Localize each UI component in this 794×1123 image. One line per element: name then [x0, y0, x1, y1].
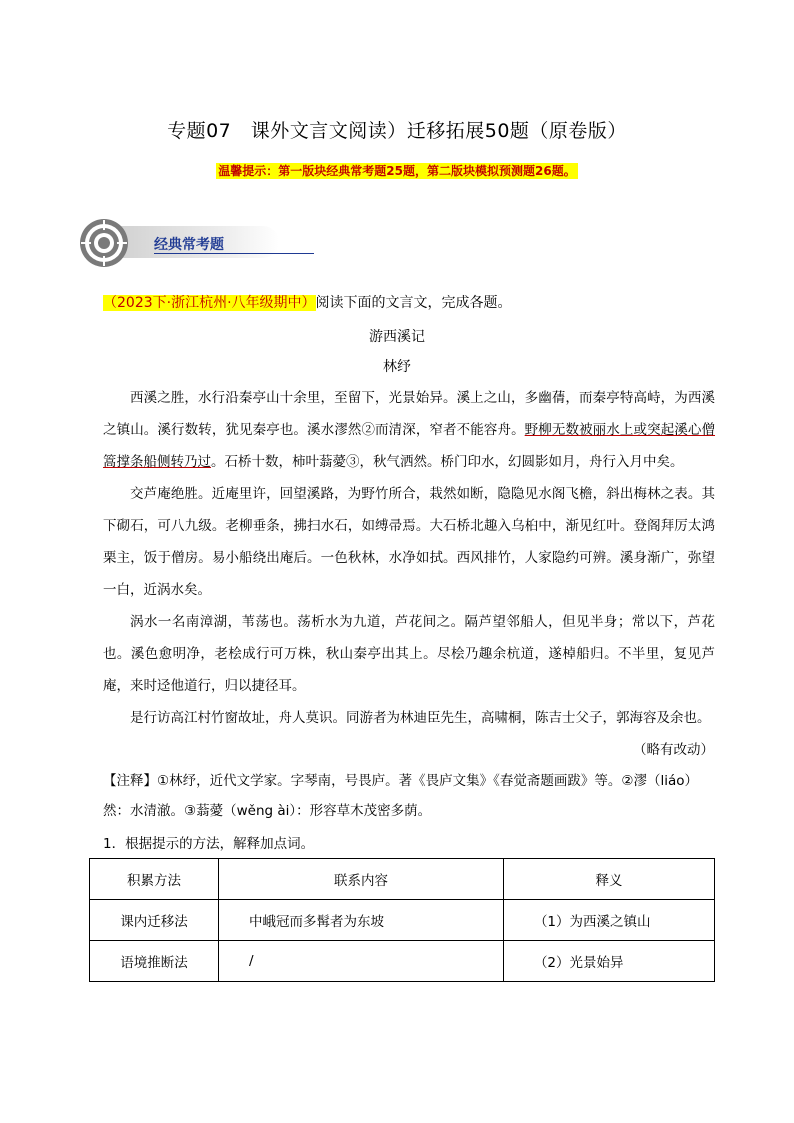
passage-author: 林纾	[383, 359, 411, 375]
paragraph-1-text-a: 西溪之胜，水行沿秦亭山十余里，至留下，光景始异。溪上之山，多幽蒨，而秦亭特高峙，为西溪之镇山。溪行数转，犹见秦亭也。溪水漻然②而清深，窄者不能容舟。	[103, 390, 715, 438]
passage-paragraph-3: 涡水一名南漳湖，苇荡也。荡析水为九道，芦花间之。隔芦望邻船人，但见半身；常以下，芦花也。溪色愈明净，老桧成行可万株，秋山秦亭出其上。尽桧乃趣余杭道，遂棹船归。不半里，复见芦庵，来时迳他道行，归以捷径耳。	[103, 614, 715, 694]
question-source: （2023下·浙江杭州·八年级期中）	[103, 295, 316, 311]
table-cell: /	[219, 941, 504, 982]
table-header: 释义	[503, 859, 714, 900]
passage-title: 游西溪记	[369, 329, 425, 345]
question-intro	[103, 292, 512, 312]
target-icon	[79, 218, 129, 268]
question-instruction: 阅读下面的文言文，完成各题。	[315, 295, 512, 311]
annotations	[103, 766, 715, 826]
page-title: 专题07 课外文言文阅读）迁移拓展50题（原卷版）	[167, 120, 627, 142]
table-cell: 中峨冠而多髯者为东坡	[219, 900, 504, 941]
table-cell: 课内迁移法	[90, 900, 219, 941]
section-title: 经典常考题	[154, 237, 224, 253]
section-header	[79, 218, 409, 270]
table-cell: （2）光景始异	[503, 941, 714, 982]
paragraph-1-text-b: 。石桥十数，柿叶蓊薆③，秋气洒然。桥门印水，幻圆影如月，舟行入月中矣。	[211, 454, 684, 470]
method-table	[89, 858, 715, 982]
annotations-text: ①林纾，近代文学家。字琴南，号畏庐。著《畏庐文集》《春觉斋题画跋》等。②漻（liáo）然：水清澈。③蓊薆（wěng ài）：形容草木茂密多荫。	[103, 773, 698, 819]
modification-note: （略有改动）	[633, 742, 714, 758]
reminder-text: 温馨提示：第一版块经典常考题25题，第二版块模拟预测题26题。	[218, 164, 576, 178]
table-row	[90, 941, 715, 982]
underlined-sentence: 野柳无数被丽水上或突起溪心僧篙撑条船侧转乃过	[103, 422, 716, 470]
passage-paragraph-4: 是行访高江村竹窗故址，舟人莫识。同游者为林迪臣先生，高啸桐，陈吉士父子，郭海容及余也。	[130, 710, 711, 726]
section-underline	[154, 253, 314, 254]
table-cell: 语境推断法	[90, 941, 219, 982]
table-cell: （1）为西溪之镇山	[503, 900, 714, 941]
table-header: 联系内容	[219, 859, 504, 900]
passage-paragraph-1	[103, 382, 715, 478]
annotations-label: 【注释】	[103, 773, 157, 789]
table-header-row	[90, 859, 715, 900]
table-header: 积累方法	[90, 859, 219, 900]
question-1-text: 1．根据提示的方法，解释加点词。	[103, 836, 315, 852]
passage-paragraph-2: 交芦庵绝胜。近庵里许，回望溪路，为野竹所合，栽然如断，隐隐见水阁飞檐，斜出梅林之表。其下砌石，可八九级。老柳垂条，拂扫水石，如缚帚焉。大石桥北趣入乌桕中，渐见红叶。登阁拜厉太鸿栗主，饭于僧房。易小船绕出庵后。一色秋林，水净如拭。西风排竹，人家隐约可辨。溪身渐广，弥望一白，近涡水矣。	[103, 486, 715, 598]
table-row	[90, 900, 715, 941]
reminder-banner	[0, 160, 794, 179]
